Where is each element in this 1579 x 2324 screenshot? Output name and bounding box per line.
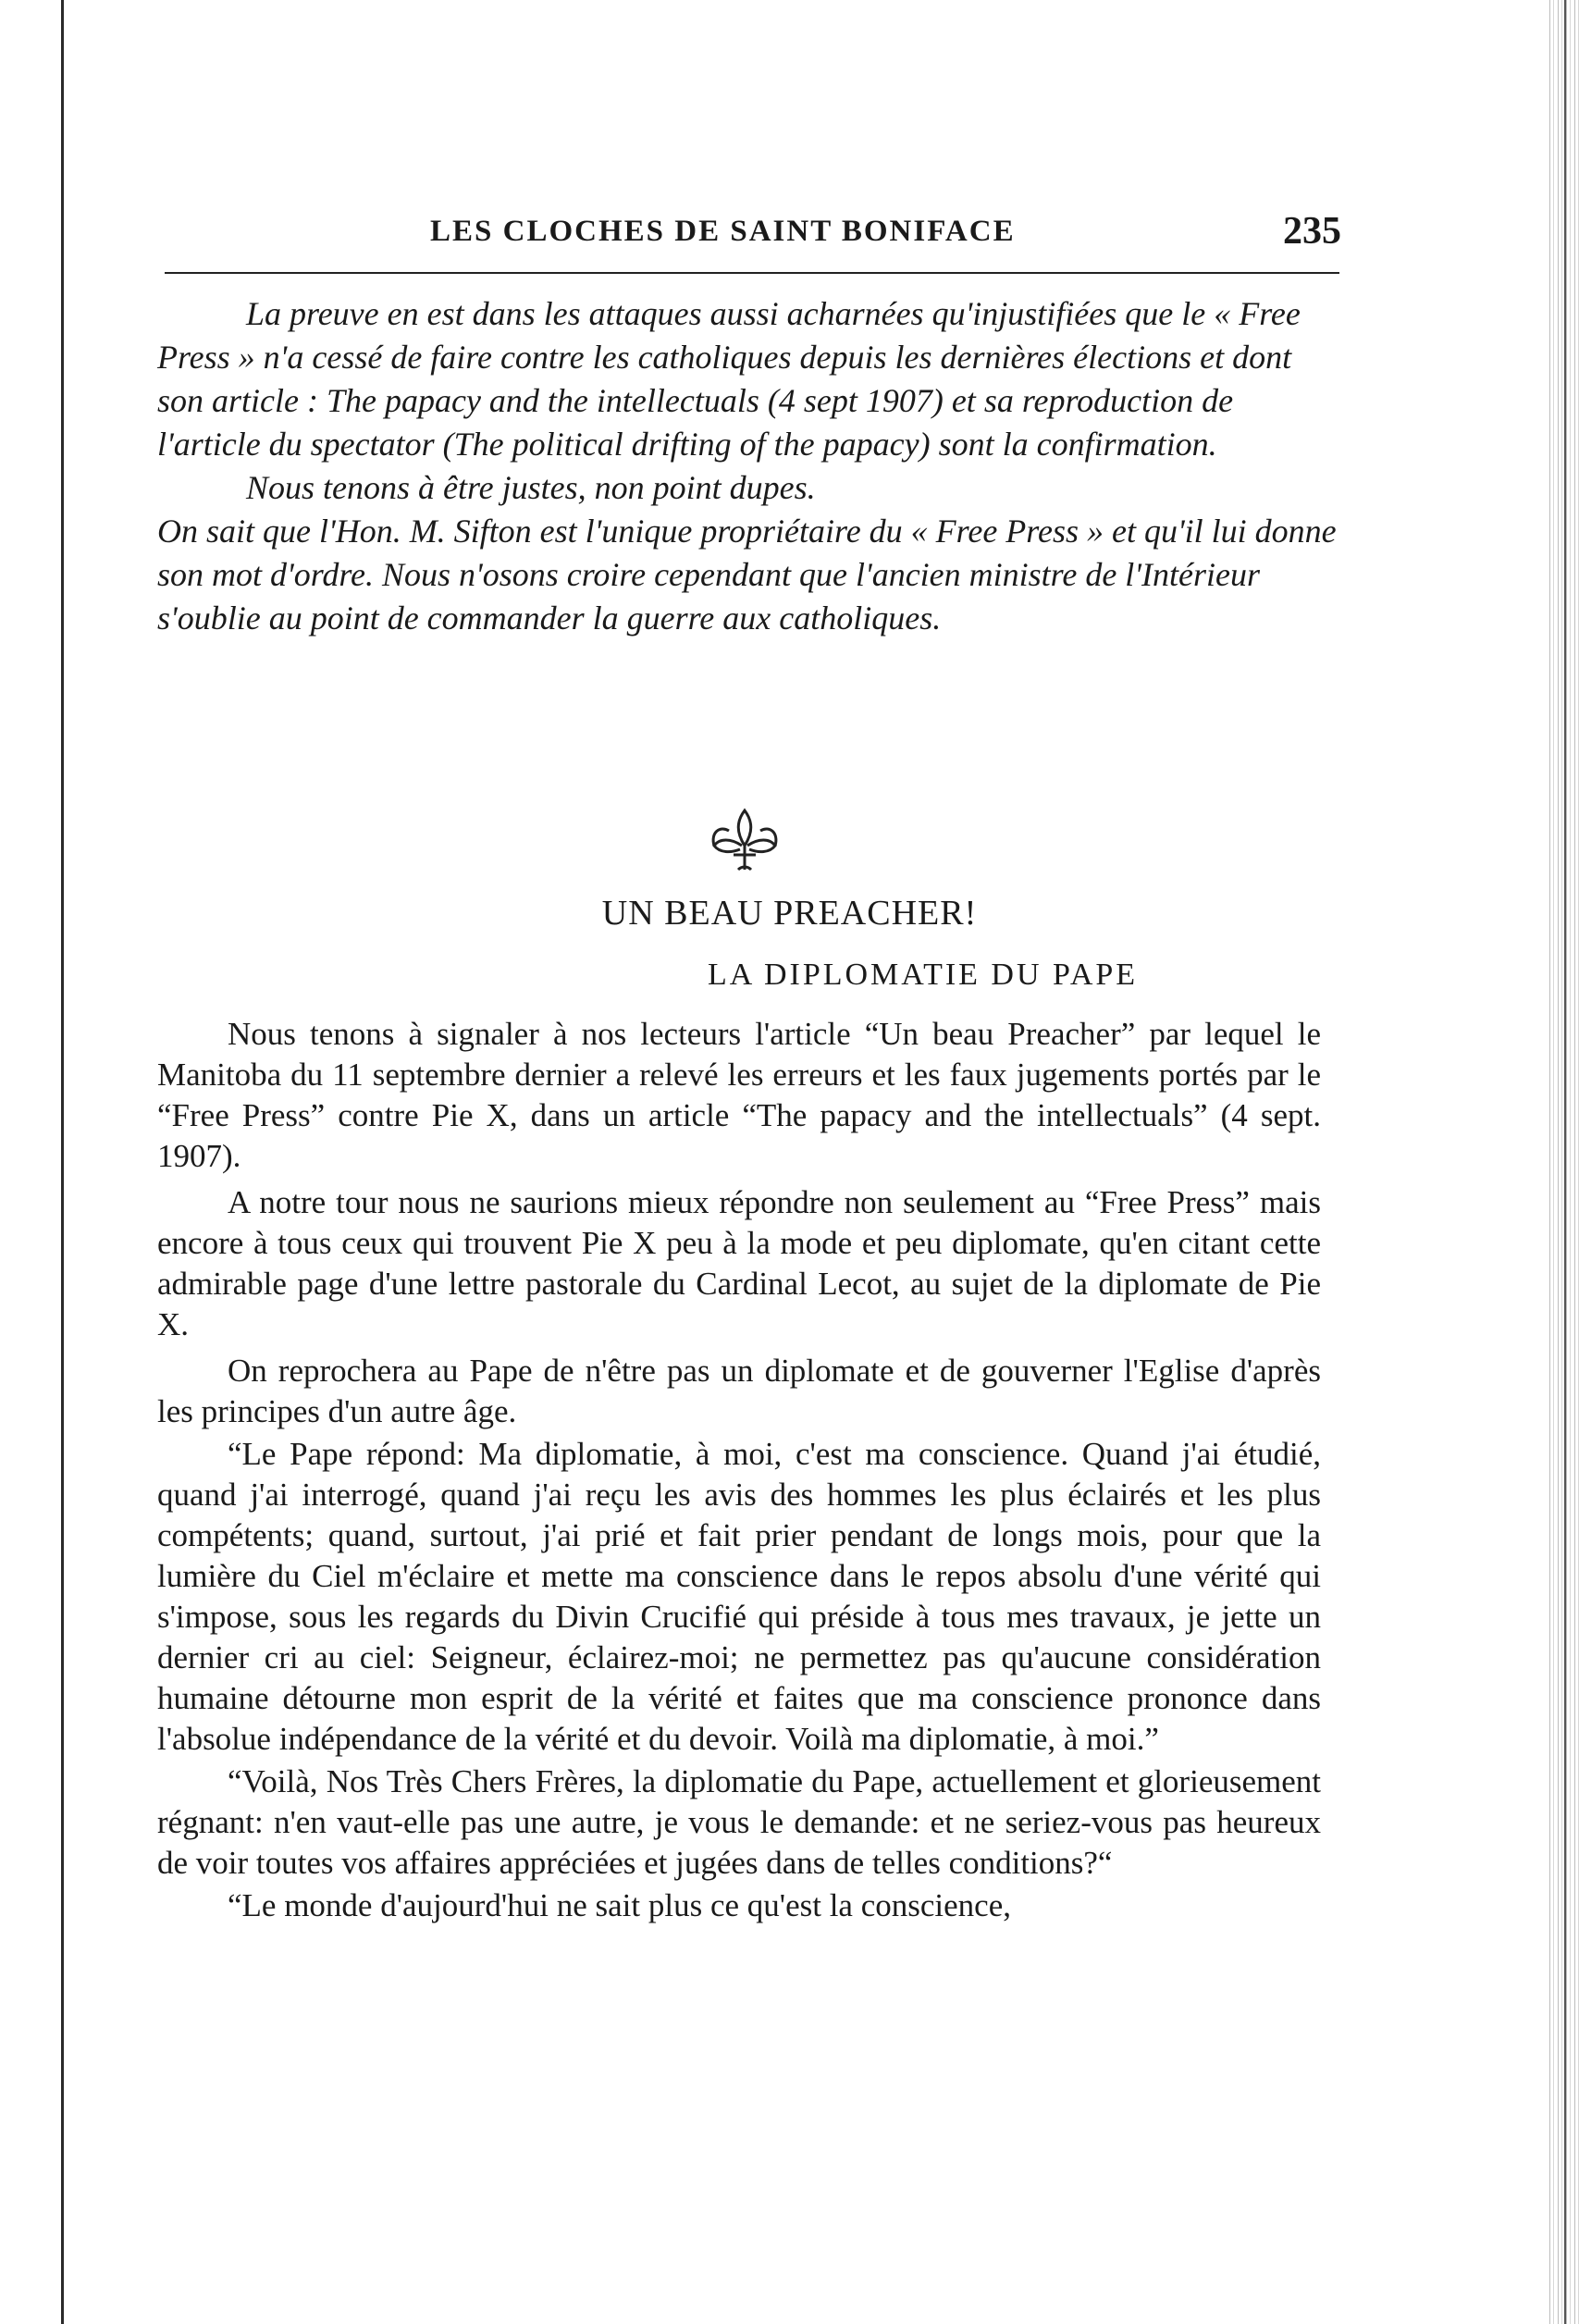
- body-paragraph: On reprochera au Pape de n'être pas un diplomate et de gouverner l'Eglise d'après les principes d'un autre âge.: [157, 1353, 1321, 1429]
- scan-edge-line: [1564, 0, 1566, 2324]
- running-header: [157, 210, 1341, 261]
- italic-editorial-block: [157, 292, 1343, 640]
- quoted-paragraph: “Voilà, Nos Très Chers Frères, la diplomatie du Pape, actuellement et glorieusement régnant: n'en vaut-elle pas une autre, je vous le demande: et ne seriez-vous pas heureux de voir toutes vos affaires appréciées et jugées dans de telles conditions?“: [157, 1763, 1321, 1881]
- page-number: 235: [1283, 210, 1341, 253]
- page-margin-line: [61, 0, 64, 2324]
- scan-page-edge: [1546, 0, 1579, 2324]
- header-rule: [165, 272, 1339, 274]
- quoted-paragraph: “Le monde d'aujourd'hui ne sait plus ce qu'est la conscience,: [228, 1887, 1011, 1923]
- quoted-paragraph: “Le Pape répond: Ma diplomatie, à moi, c'est ma conscience. Quand j'ai étudié, quand j'ai interrogé, quand j'ai reçu les avis des hommes les plus éclairés et les plus compétents; quand, surtout, j'ai prié et fait prier pendant de longs mois, pour que la lumière du Ciel m'éclaire et mette ma conscience dans le repos absolu d'une vérité qui s'impose, sous les regards du Divin Crucifié qui préside à tous mes travaux, je jette un dernier cri au ciel: Seigneur, éclairez-moi; ne permettez pas qu'aucune considération humaine détourne mon esprit de la vérité et faites que ma conscience prononce dans l'absolue indépendance de la vérité et du devoir. Voilà ma diplomatie, à moi.”: [157, 1436, 1321, 1757]
- italic-paragraph: Nous tenons à être justes, non point dupes.: [246, 469, 816, 506]
- italic-paragraph: La preuve en est dans les attaques aussi acharnées qu'injustifiées que le « Free Press » n'a cessé de faire contre les catholiques depuis les dernières élections et dont son article : The papacy and the intellectuals (4 sept 1907) et sa reproduction de l'article du spectator (The political drifting of the papacy) sont la confirmation.: [157, 295, 1301, 463]
- section-subtitle: LA DIPLOMATIE DU PAPE: [708, 958, 1139, 992]
- italic-paragraph: On sait que l'Hon. M. Sifton est l'unique propriétaire du « Free Press » et qu'il lui donne son mot d'ordre. Nous n'osons croire cependant que l'ancien ministre de l'Intérieur s'oublie au point de commander la guerre aux catholiques.: [157, 513, 1337, 637]
- body-paragraph: Nous tenons à signaler à nos lecteurs l'article “Un beau Preacher” par lequel le Manitoba du 11 septembre dernier a relevé les erreurs et les faux jugements portés par le “Free Press” contre Pie X, dans un article “The papacy and the intellectuals” (4 sept. 1907).: [157, 1016, 1321, 1174]
- running-header-title: LES CLOCHES DE SAINT BONIFACE: [430, 215, 1016, 248]
- article-body: [157, 1014, 1321, 1928]
- fleur-de-lis-ornament-icon: [703, 805, 786, 875]
- section-title: UN BEAU PREACHER!: [601, 894, 978, 933]
- body-paragraph: A notre tour nous ne saurions mieux répondre non seulement au “Free Press” mais encore à tous ceux qui trouvent Pie X peu à la mode et peu diplomate, qu'en citant cette admirable page d'une lettre pastorale du Cardinal Lecot, au sujet de la diplomate de Pie X.: [157, 1184, 1321, 1342]
